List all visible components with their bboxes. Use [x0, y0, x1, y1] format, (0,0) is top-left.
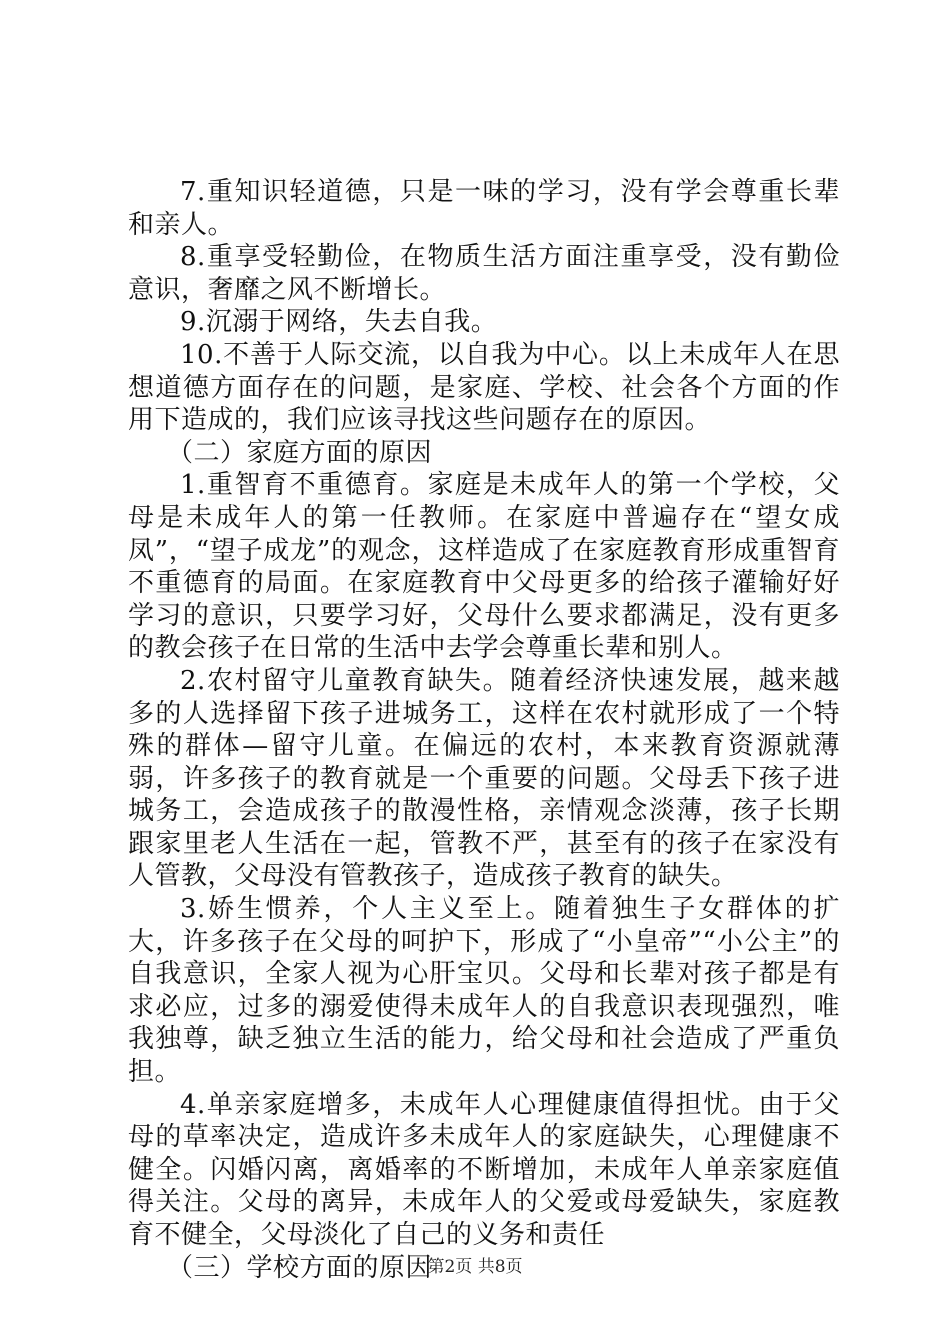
- paragraph-item-8: 8.重享受轻勤俭，在物质生活方面注重享受，没有勤俭意识，奢靡之风不断增长。: [128, 242, 840, 305]
- paragraph-item-9: 9.沉溺于网络，失去自我。: [180, 307, 498, 338]
- page-number-footer: 第2页 共8页: [427, 1257, 523, 1277]
- section-heading-school: （三）学校方面的原因: [167, 1252, 433, 1283]
- paragraph-family-2: 2.农村留守儿童教育缺失。随着经济快速发展，越来越多的人选择留下孩子进城务工，这样在农村就形成了一个特殊的群体—留守儿童。在偏远的农村，本来教育资源就薄弱，许多孩子的教育就是一个重要的问题。父母丢下孩子进城务工，会造成孩子的散漫性格，亲情观念淡薄，孩子长期跟家里老人生活在一起，管教不严，甚至有的孩子在家没有人管教，父母没有管教孩子，造成孩子教育的缺失。: [128, 665, 840, 892]
- paragraph-family-1: 1.重智育不重德育。家庭是未成年人的第一个学校，父母是未成年人的第一任教师。在家庭中普遍存在“望女成凤”，“望子成龙”的观念，这样造成了在家庭教育形成重智育不重德育的局面。在家庭教育中父母更多的给孩子灌输好好学习的意识，只要学习好，父母什么要求都满足，没有更多的教会孩子在日常的生活中去学会尊重长辈和别人。: [128, 470, 840, 664]
- document-body: [128, 176, 840, 1284]
- paragraph-family-3: 3.娇生惯养，个人主义至上。随着独生子女群体的扩大，许多孩子在父母的呵护下，形成了“小皇帝”“小公主”的自我意识，全家人视为心肝宝贝。父母和长辈对孩子都是有求必应，过多的溺爱使得未成年人的自我意识表现强烈，唯我独尊，缺乏独立生活的能力，给父母和社会造成了严重负担。: [128, 894, 840, 1088]
- section-heading-family: （二）家庭方面的原因: [167, 437, 433, 468]
- paragraph-family-4: 4.单亲家庭增多，未成年人心理健康值得担忧。由于父母的草率决定，造成许多未成年人的家庭缺失，心理健康不健全。闪婚闪离，离婚率的不断增加，未成年人单亲家庭值得关注。父母的离异，未成年人的父爱或母爱缺失，家庭教育不健全，父母淡化了自己的义务和责任: [128, 1089, 840, 1250]
- paragraph-item-7: 7.重知识轻道德，只是一味的学习，没有学会尊重长辈和亲人。: [128, 177, 840, 240]
- paragraph-item-10: 10.不善于人际交流，以自我为中心。以上未成年人在思想道德方面存在的问题，是家庭、学校、社会各个方面的作用下造成的，我们应该寻找这些问题存在的原因。: [128, 339, 840, 436]
